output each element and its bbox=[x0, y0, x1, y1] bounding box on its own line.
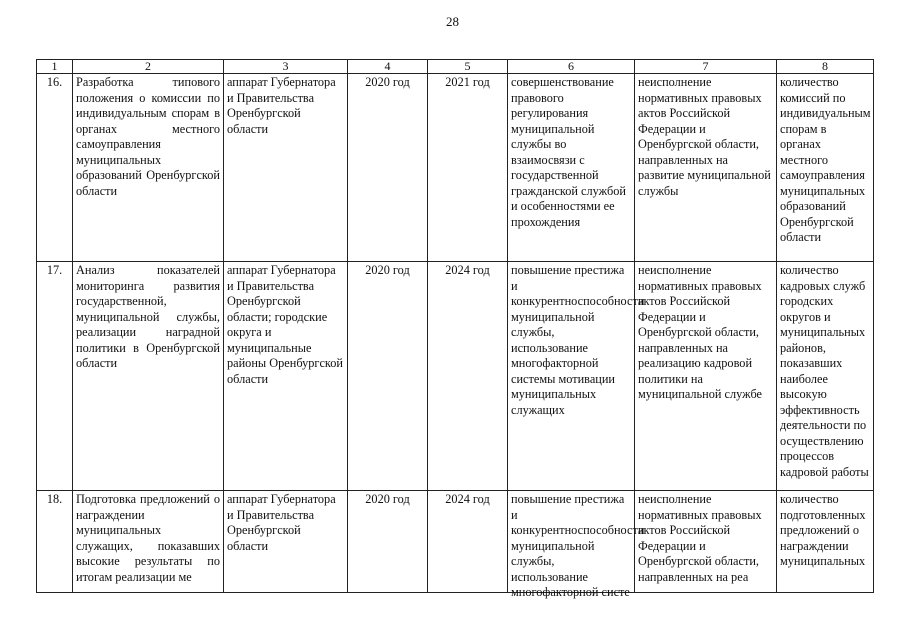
event-text: Подготовка предложений о награждении муниципальных служащих, показавших высокие результаты по итогам реализации ме bbox=[76, 492, 220, 584]
indicator-cell: количество комиссий по индивидуальным спорам в органах местного самоуправления муниципальных образований Оренбургской области bbox=[777, 74, 874, 262]
executor-text: аппарат Губернатора и Правительства Оренбургской области bbox=[227, 492, 336, 553]
start-year-cell bbox=[348, 491, 428, 593]
event-cell bbox=[73, 491, 224, 593]
event-cell: Разработка типового положения о комиссии по индивидуальным спорам в органах местного самоуправления муниципальных образований Оренбургской области bbox=[73, 74, 224, 262]
row-number bbox=[37, 491, 73, 593]
start-year-cell: 2020 год bbox=[348, 262, 428, 491]
start-year-text: 2020 год bbox=[365, 492, 410, 506]
column-header: 8 bbox=[777, 60, 874, 74]
column-header: 3 bbox=[224, 60, 348, 74]
column-header: 4 bbox=[348, 60, 428, 74]
result-cell: совершенствование правового регулирования муниципальной службы во взаимосвязи с государственной гражданской службой и особенностями ее прохождения bbox=[508, 74, 635, 262]
executor-cell: аппарат Губернатора и Правительства Оренбургской области; городские округа и муниципальные районы Оренбургской области bbox=[224, 262, 348, 491]
result-cell bbox=[508, 491, 645, 599]
table-row bbox=[37, 491, 874, 593]
end-year-cell: 2021 год bbox=[428, 74, 508, 262]
row-number: 17. bbox=[37, 262, 73, 491]
indicator-cell bbox=[777, 491, 874, 593]
row-number: 16. bbox=[37, 74, 73, 262]
consequence-cell: неисполнение нормативных правовых актов Российской Федерации и Оренбургской области, направленных на развитие муниципальной службы bbox=[635, 74, 777, 262]
start-year-cell: 2020 год bbox=[348, 74, 428, 262]
plan-table bbox=[36, 59, 874, 599]
table-row bbox=[37, 74, 874, 262]
header-row bbox=[37, 60, 874, 74]
column-header: 7 bbox=[635, 60, 777, 74]
executor-cell bbox=[224, 491, 348, 593]
page-number: 28 bbox=[446, 14, 459, 29]
table-row bbox=[37, 262, 874, 491]
column-header: 6 bbox=[508, 60, 635, 74]
indicator-text: количество подготовленных предложений о награждении муниципальных bbox=[780, 492, 866, 568]
executor-cell: аппарат Губернатора и Правительства Оренбургской области bbox=[224, 74, 348, 262]
event-cell: Анализ показателей мониторинга развития государственной, муниципальной службы, реализации наградной политики в Оренбургской области bbox=[73, 262, 224, 491]
end-year-text: 2024 год bbox=[445, 492, 490, 506]
result-cell: повышение престижа и конкурентноспособности муниципальной службы, использование многофакторной системы мотивации муниципальных служащих bbox=[508, 262, 635, 491]
column-header: 2 bbox=[73, 60, 224, 74]
end-year-cell: 2024 год bbox=[428, 262, 508, 491]
row-number-text: 18. bbox=[46, 492, 63, 506]
consequence-cell: неисполнение нормативных правовых актов Российской Федерации и Оренбургской области, направленных на реализацию кадровой политики на муниципальной службе bbox=[635, 262, 777, 491]
indicator-cell: количество кадровых служб городских округов и муниципальных районов, показавших наиболее высокую эффективность деятельности по осуществлению процессов кадровой работы bbox=[777, 262, 874, 491]
column-header: 5 bbox=[428, 60, 508, 74]
result-text: повышение престижа и конкурентноспособности муниципальной службы, использование многофакторной систе bbox=[511, 492, 645, 599]
consequence-cell bbox=[635, 491, 777, 593]
end-year-cell bbox=[428, 491, 508, 593]
column-header: 1 bbox=[37, 60, 73, 74]
consequence-text: неисполнение нормативных правовых актов Российской Федерации и Оренбургской области, направленных на реа bbox=[638, 492, 762, 584]
